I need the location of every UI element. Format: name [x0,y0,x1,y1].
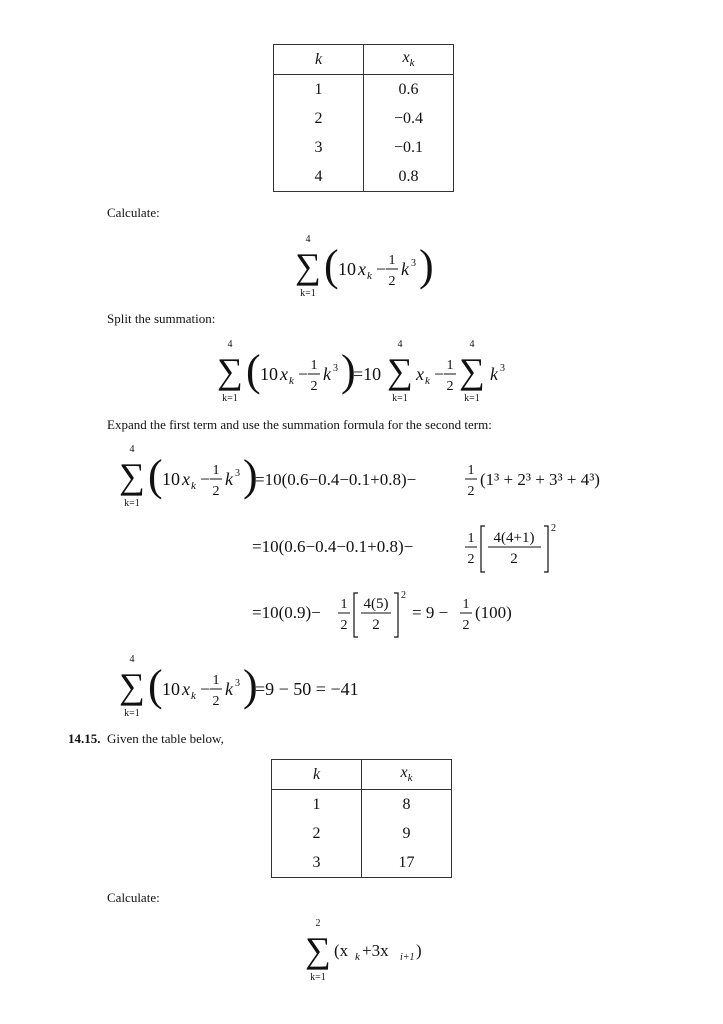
svg-text:3: 3 [411,258,416,269]
svg-text:(: ( [148,661,163,710]
svg-text:4: 4 [469,339,475,350]
svg-text:3: 3 [500,363,505,374]
svg-text:(: ( [246,346,261,395]
equation-expand-line2 [252,520,572,580]
svg-text:3: 3 [235,678,240,689]
svg-text:2: 2 [388,274,396,289]
svg-text:1: 1 [467,463,475,478]
svg-text:∑: ∑ [387,351,413,391]
svg-text:k=1: k=1 [464,393,480,404]
svg-text:10: 10 [260,364,278,384]
svg-text:): ) [243,451,258,500]
split-label: Split the summation: [107,311,216,326]
svg-text:=10(0.6−0.4−0.1+0.8)−: =10(0.6−0.4−0.1+0.8)− [252,537,414,556]
svg-text:−: − [298,364,309,384]
svg-text:): ) [341,346,356,395]
table-cell: −0.4 [364,104,454,133]
svg-text:k: k [367,270,372,282]
svg-text:1: 1 [310,358,318,373]
svg-text:k: k [323,364,331,384]
svg-text:k=1: k=1 [124,498,140,509]
svg-text:x: x [358,259,366,279]
svg-text:4(5): 4(5) [363,596,389,612]
svg-text:k: k [191,480,196,492]
svg-text:3: 3 [333,363,338,374]
svg-text:x: x [280,364,288,384]
table-cell: 0.6 [364,75,454,105]
data-table-2 [271,759,452,878]
svg-text:k: k [490,364,498,384]
svg-text:10: 10 [338,259,356,279]
table-cell: 1 [272,790,362,820]
table-header-k: k [274,45,364,75]
svg-text:1: 1 [340,597,348,612]
svg-text:): ) [243,661,258,710]
svg-text:(x: (x [334,941,349,960]
svg-text:2: 2 [467,484,475,499]
svg-text:x: x [416,364,424,384]
svg-text:): ) [419,241,434,290]
table-cell: 3 [274,133,364,162]
svg-text:∑: ∑ [295,246,321,286]
svg-text:k: k [191,690,196,702]
table-cell: 9 [362,819,452,848]
svg-text:3: 3 [235,468,240,479]
svg-text:−: − [434,364,445,384]
svg-text:k=1: k=1 [300,288,316,299]
expand-label: Expand the first term and use the summation formula for the second term: [107,417,492,432]
svg-text:(: ( [324,241,339,290]
svg-text:2: 2 [551,523,556,534]
svg-text:1: 1 [462,597,470,612]
table-header-xk: $x_k$ [362,760,452,790]
problem-text: Given the table below, [107,731,224,746]
svg-text:= 9 −: = 9 − [412,603,449,622]
svg-text:4: 4 [129,444,135,455]
svg-text:k: k [225,679,233,699]
table-cell: 17 [362,848,452,878]
svg-text:−: − [200,679,211,699]
equation-split [210,335,520,407]
svg-text:4: 4 [129,654,135,665]
table-header-xk: $x_k$ [364,45,454,75]
calculate-label-1: Calculate: [107,205,160,220]
svg-text:2: 2 [510,551,518,567]
svg-text:2: 2 [212,694,220,709]
table-cell: 1 [274,75,364,105]
svg-text:2: 2 [212,484,220,499]
svg-text:k=1: k=1 [392,393,408,404]
table-cell: 8 [362,790,452,820]
svg-text:4: 4 [305,234,311,245]
svg-text:2: 2 [310,379,318,394]
data-table-1 [273,44,454,192]
svg-text:i+1: i+1 [400,952,415,963]
svg-text:k: k [355,951,360,963]
svg-text:k: k [425,375,430,387]
equation-sum-2 [298,914,438,986]
table-cell: 0.8 [364,162,454,192]
svg-text:2: 2 [372,617,380,633]
svg-text:k: k [225,469,233,489]
svg-text:2: 2 [462,618,470,633]
table-cell: 2 [274,104,364,133]
svg-text:+3x: +3x [362,941,389,960]
svg-text:(1³ + 2³ + 3³ + 4³): (1³ + 2³ + 3³ + 4³) [480,470,600,489]
svg-text:∑: ∑ [305,930,331,970]
svg-text:x: x [182,679,190,699]
svg-text:∑: ∑ [459,351,485,391]
svg-text:10: 10 [162,469,180,489]
table-header-k: k [272,760,362,790]
svg-text:10: 10 [162,679,180,699]
problem-number: 14.15. [68,731,101,746]
svg-text:4(4+1): 4(4+1) [493,530,535,546]
svg-text:1: 1 [212,673,220,688]
svg-text:4: 4 [227,339,233,350]
svg-text:2: 2 [467,552,475,567]
svg-text:4: 4 [397,339,403,350]
svg-text:1: 1 [212,463,220,478]
svg-text:(: ( [148,451,163,500]
table-cell: −0.1 [364,133,454,162]
svg-text:∑: ∑ [217,351,243,391]
equation-sum-1 [280,230,460,302]
svg-text:1: 1 [446,358,454,373]
svg-text:∑: ∑ [119,666,145,706]
svg-text:(100): (100) [475,603,512,622]
table-cell: 4 [274,162,364,192]
svg-text:1: 1 [467,531,475,546]
problem-heading [68,731,224,747]
svg-text:2: 2 [401,590,406,601]
svg-text:2: 2 [315,918,321,929]
svg-text:=10(0.9)−: =10(0.9)− [252,603,321,622]
svg-text:=9 − 50 = −41: =9 − 50 = −41 [255,679,359,699]
equation-result [112,650,392,722]
svg-text:x: x [182,469,190,489]
svg-text:−: − [200,469,211,489]
svg-text:k: k [401,259,409,279]
svg-text:−: − [376,259,387,279]
svg-text:=10: =10 [353,364,382,384]
svg-text:): ) [416,941,422,960]
svg-text:k=1: k=1 [124,708,140,719]
table-cell: 2 [272,819,362,848]
calculate-label-2: Calculate: [107,890,160,905]
svg-text:1: 1 [388,253,396,268]
svg-text:∑: ∑ [119,456,145,496]
svg-text:k=1: k=1 [222,393,238,404]
equation-expand-line3 [252,588,532,644]
svg-text:2: 2 [340,618,348,633]
svg-text:k: k [289,375,294,387]
equation-expand-line1 [112,440,612,512]
svg-text:=10(0.6−0.4−0.1+0.8)−: =10(0.6−0.4−0.1+0.8)− [255,470,417,489]
table-cell: 3 [272,848,362,878]
svg-text:2: 2 [446,379,454,394]
svg-text:k=1: k=1 [310,972,326,983]
